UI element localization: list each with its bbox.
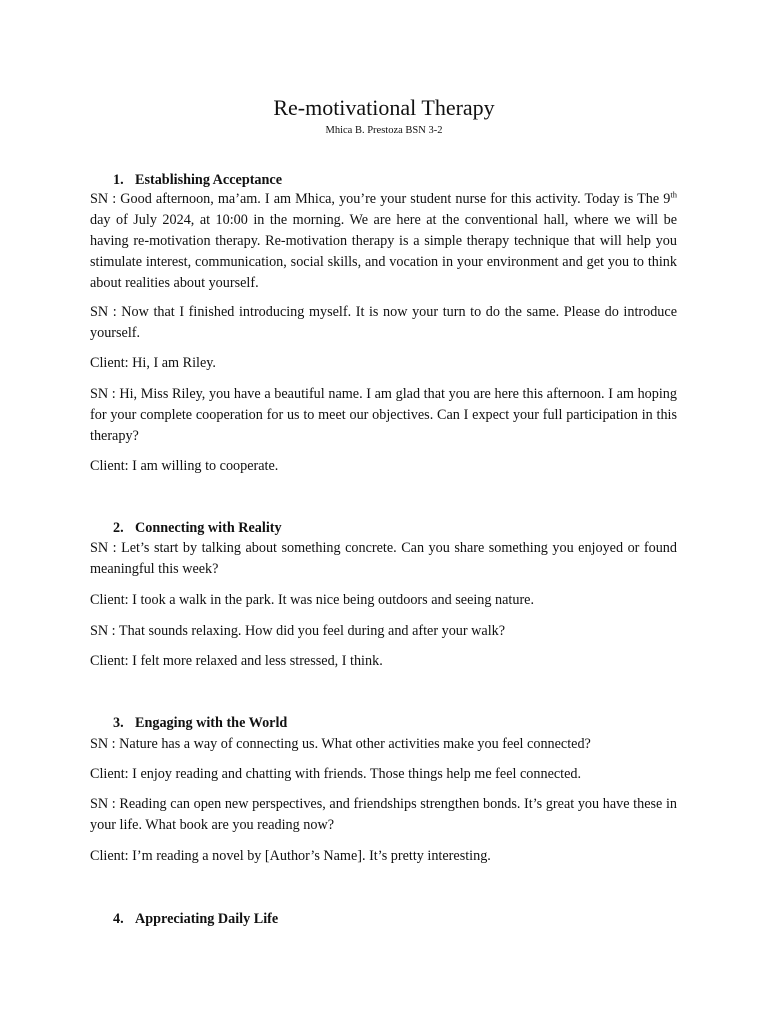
dialogue-paragraph: Client: I felt more relaxed and less stressed, I think.: [90, 653, 383, 669]
dialogue-paragraph: SN : Hi, Miss Riley, you have a beautiful name. I am glad that you are here this afternoon. I am hoping for your complete cooperation for us to meet our objectives. Can I expect your full participation in this therapy?: [90, 386, 677, 444]
dialogue-paragraph: [90, 189, 677, 294]
dialogue-paragraph: SN : Let’s start by talking about something concrete. Can you share something you enjoyed or found meaningful this week?: [90, 540, 677, 577]
section-title: Engaging with the World: [135, 715, 288, 731]
section-title: Establishing Acceptance: [135, 172, 283, 188]
section-title: Connecting with Reality: [135, 520, 282, 536]
section-number: 4.: [113, 911, 124, 927]
section-number: 1.: [113, 172, 124, 188]
dialogue-paragraph: Client: I’m reading a novel by [Author’s Name]. It’s pretty interesting.: [90, 848, 491, 864]
paragraph-text: SN : Good afternoon, ma’am. I am Mhica, you’re your student nurse for this activity. Today is The 9: [90, 191, 671, 207]
ordinal-suffix: th: [670, 189, 677, 200]
dialogue-paragraph: Client: I took a walk in the park. It was nice being outdoors and seeing nature.: [90, 592, 535, 608]
section-number: 3.: [113, 715, 124, 731]
paragraph-text: day of July 2024, at 10:00 in the morning. We are here at the conventional hall, where we will be having re-motivation therapy. Re-motivation therapy is a simple therapy technique that will help you stimulate interest, communication, social skills, and vocation in your environment and get you to think about realities about yourself.: [90, 211, 677, 291]
dialogue-paragraph: SN : That sounds relaxing. How did you feel during and after your walk?: [90, 623, 506, 639]
dialogue-paragraph: SN : Nature has a way of connecting us. What other activities make you feel connected?: [90, 736, 591, 752]
section-heading-2: [113, 519, 282, 537]
section-title: Appreciating Daily Life: [135, 911, 279, 927]
dialogue-paragraph: Client: I am willing to cooperate.: [90, 458, 279, 474]
section-heading-3: [113, 714, 287, 732]
dialogue-paragraph: Client: Hi, I am Riley.: [90, 355, 216, 371]
section-number: 2.: [113, 520, 124, 536]
dialogue-paragraph: Client: I enjoy reading and chatting with friends. Those things help me feel connected.: [90, 766, 582, 782]
section-heading-1: [113, 171, 282, 189]
document-title: Re-motivational Therapy: [273, 95, 495, 120]
dialogue-paragraph: SN : Reading can open new perspectives, and friendships strengthen bonds. It’s great you have these in your life. What book are you reading now?: [90, 796, 677, 833]
dialogue-paragraph: SN : Now that I finished introducing myself. It is now your turn to do the same. Please do introduce yourself.: [90, 304, 677, 341]
section-heading-4: [113, 910, 278, 928]
author-line: Mhica B. Prestoza BSN 3-2: [325, 125, 443, 136]
